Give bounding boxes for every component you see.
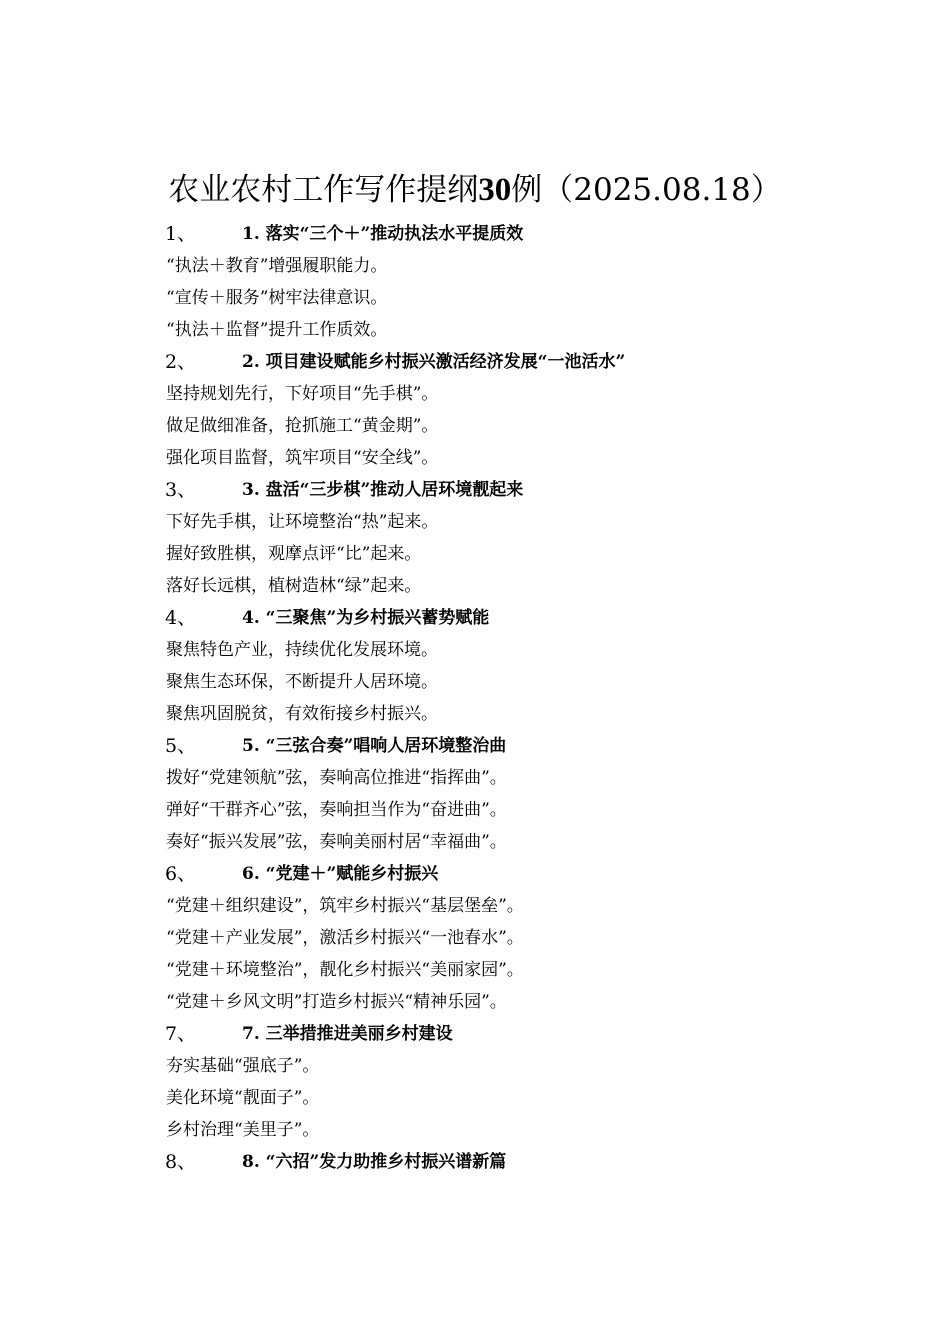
outline-point: 下好先手棋，让环境整治“热”起来。 (166, 512, 439, 532)
section-heading (0, 602, 950, 634)
outline-point: “党建＋环境整治”，靓化乡村振兴“美丽家园”。 (166, 960, 524, 980)
outline-list (0, 218, 950, 1178)
section-title: 8. “六招”发力助推乡村振兴谱新篇 (242, 1152, 507, 1172)
section-index: 2、 (165, 351, 197, 373)
outline-point: “党建＋乡风文明”打造乡村振兴“精神乐园”。 (166, 992, 507, 1012)
section-title: 4. “三聚焦”为乡村振兴蓄势赋能 (242, 608, 490, 628)
section-title: 2. 项目建设赋能乡村振兴激活经济发展“一池活水” (242, 352, 626, 372)
section-heading (0, 218, 950, 250)
outline-point: “党建＋产业发展”，激活乡村振兴“一池春水”。 (166, 928, 524, 948)
outline-point: 强化项目监督，筑牢项目“安全线”。 (166, 448, 439, 468)
section-heading (0, 346, 950, 378)
outline-point: “党建＋组织建设”，筑牢乡村振兴“基层堡垒”。 (166, 896, 524, 916)
outline-point: “执法＋监督”提升工作质效。 (166, 320, 388, 340)
outline-point: 拨好“党建领航”弦，奏响高位推进“指挥曲”。 (166, 768, 507, 788)
section-index: 5、 (165, 735, 197, 757)
outline-point: 落好长远棋，植树造林“绿”起来。 (166, 576, 422, 596)
outline-point: 坚持规划先行，下好项目“先手棋”。 (166, 384, 439, 404)
section-title: 1. 落实“三个＋”推动执法水平提质效 (242, 224, 524, 244)
outline-point: 聚焦特色产业，持续优化发展环境。 (166, 640, 438, 660)
outline-point: 乡村治理“美里子”。 (166, 1120, 320, 1140)
page-title (0, 166, 950, 214)
outline-point: 聚焦生态环保，不断提升人居环境。 (166, 672, 438, 692)
section-heading (0, 858, 950, 890)
section-heading (0, 1018, 950, 1050)
outline-point: 握好致胜棋，观摩点评“比”起来。 (166, 544, 422, 564)
outline-point: 奏好“振兴发展”弦，奏响美丽村居“幸福曲”。 (166, 832, 507, 852)
section-title: 5. “三弦合奏”唱响人居环境整治曲 (242, 736, 507, 756)
outline-point: 弹好“干群齐心”弦，奏响担当作为“奋进曲”。 (166, 800, 507, 820)
section-title: 7. 三举措推进美丽乡村建设 (242, 1024, 453, 1044)
outline-point: “宣传＋服务”树牢法律意识。 (166, 288, 388, 308)
section-heading (0, 730, 950, 762)
title-suffix: 例（2025.08.18） (511, 172, 782, 208)
section-index: 1、 (165, 223, 197, 245)
title-text: 农业农村工作写作提纲 (168, 172, 479, 208)
section-title: 6. “党建＋”赋能乡村振兴 (242, 864, 439, 884)
section-index: 8、 (165, 1151, 197, 1173)
outline-point: 做足做细准备，抢抓施工“黄金期”。 (166, 416, 439, 436)
section-heading (0, 1146, 950, 1178)
title-number: 30 (478, 172, 512, 208)
section-index: 6、 (165, 863, 197, 885)
outline-point: 夯实基础“强底子”。 (166, 1056, 320, 1076)
outline-point: 美化环境“靓面子”。 (166, 1088, 320, 1108)
section-index: 7、 (165, 1023, 197, 1045)
section-heading (0, 474, 950, 506)
section-index: 4、 (165, 607, 197, 629)
section-title: 3. 盘活“三步棋”推动人居环境靓起来 (242, 480, 524, 500)
outline-point: “执法＋教育”增强履职能力。 (166, 256, 388, 276)
outline-point: 聚焦巩固脱贫，有效衔接乡村振兴。 (166, 704, 438, 724)
section-index: 3、 (165, 479, 197, 501)
